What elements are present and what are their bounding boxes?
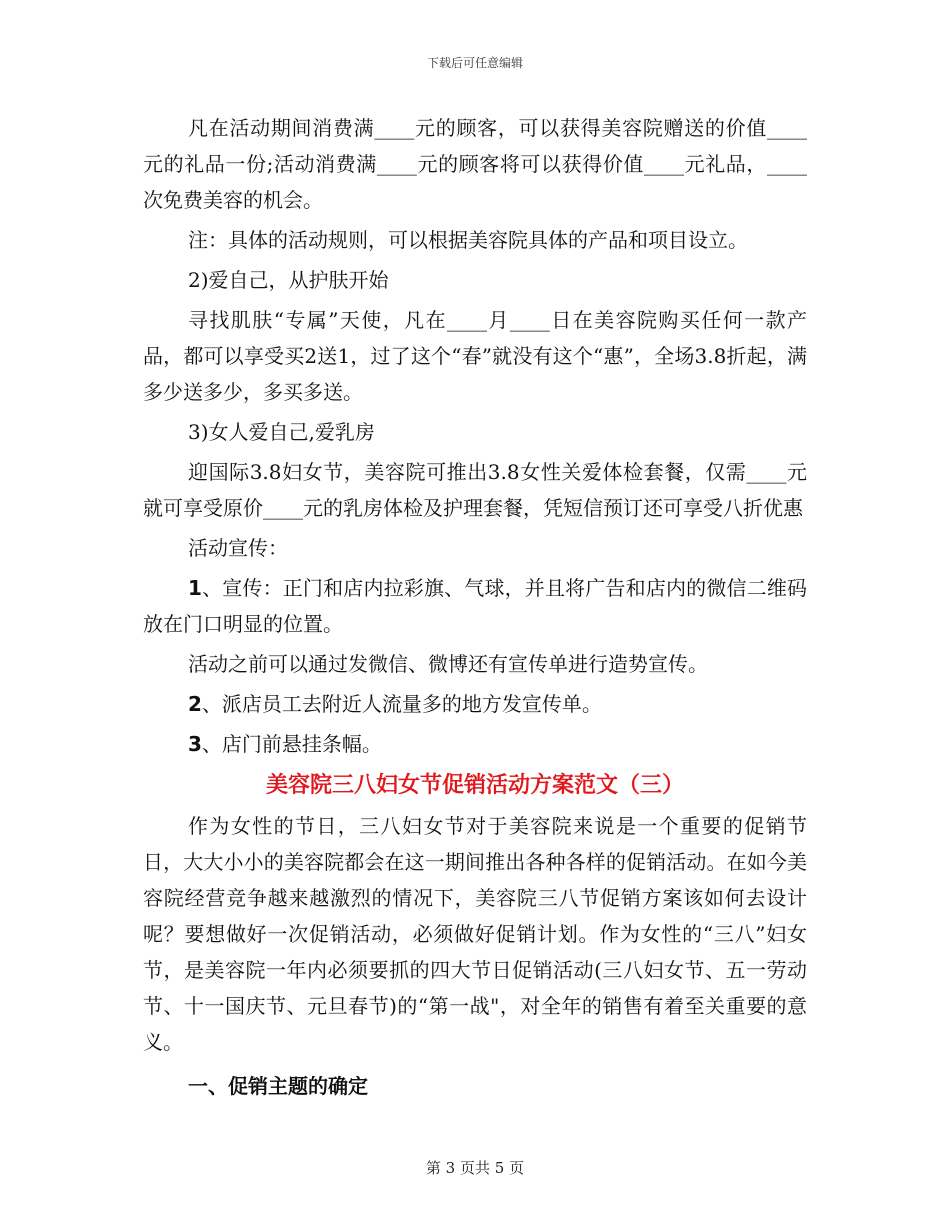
document-body [143,110,807,1108]
list-item-promotion-1 [143,570,807,642]
heading-love-breast: 3)女人爱自己,爱乳房 [188,420,375,444]
paragraph-skin-angel: 寻找肌肤“专属”天使，凡在____月____日在美容院购买任何一款产品，都可以享受买2送1，过了这个“春”就没有这个“惠”，全场3.8折起，满多少送多少，多买多送。 [143,308,807,404]
heading-love-yourself-skincare: 2)爱自己，从护肤开始 [188,268,389,292]
list-item-text: 、店门前悬挂条幅。 [201,732,382,756]
list-item-text: 、派店员工去附近人流量多的地方发宣传单。 [201,692,602,716]
page-header: 下载后可任意编辑 [426,56,523,70]
page-footer: 第 3 页共 5 页 [425,1159,525,1177]
paragraph-note: 注：具体的活动规则，可以根据美容院具体的产品和项目设立。 [188,228,748,252]
section-title: 美容院三八妇女节促销活动方案范文（三） [265,773,684,798]
paragraph-pre-event: 活动之前可以通过发微信、微博还有宣传单进行造势宣传。 [188,652,708,676]
list-item-promotion-2 [143,686,807,722]
heading-promotion: 活动宣传： [188,536,288,560]
list-number: 2 [188,692,202,716]
paragraph-checkup-package: 迎国际3.8妇女节，美容院可推出3.8女性关爱体检套餐，仅需____元就可享受原价____元的乳房体检及护理套餐，凭短信预订还可享受八折优惠 [143,460,807,520]
subheading-theme: 一、促销主题的确定 [188,1074,368,1098]
paragraph-consumption-gift: 凡在活动期间消费满____元的顾客，可以获得美容院赠送的价值____元的礼品一份;活动消费满____元的顾客将可以获得价值____元礼品，____次免费美容的机会。 [143,116,807,212]
list-number: 3 [188,732,202,756]
list-item-text: 、宣传：正门和店内拉彩旗、气球，并且将广告和店内的微信二维码放在门口明显的位置。 [143,576,807,636]
list-item-promotion-3 [143,726,807,762]
list-number: 1 [188,576,202,600]
paragraph-section-intro: 作为女性的节日，三八妇女节对于美容院来说是一个重要的促销节日，大大小小的美容院都会在这一期间推出各种各样的促销活动。在如今美容院经营竞争越来越激烈的情况下，美容院三八节促销方案该如何去设计呢？要想做好一次促销活动，必须做好促销计划。作为女性的“三八”妇女节，是美容院一年内必须要抓的四大节日促销活动(三八妇女节、五一劳动节、十一国庆节、元旦春节)的“第一战"，对全年的销售有着至关重要的意义。 [143,814,807,1054]
